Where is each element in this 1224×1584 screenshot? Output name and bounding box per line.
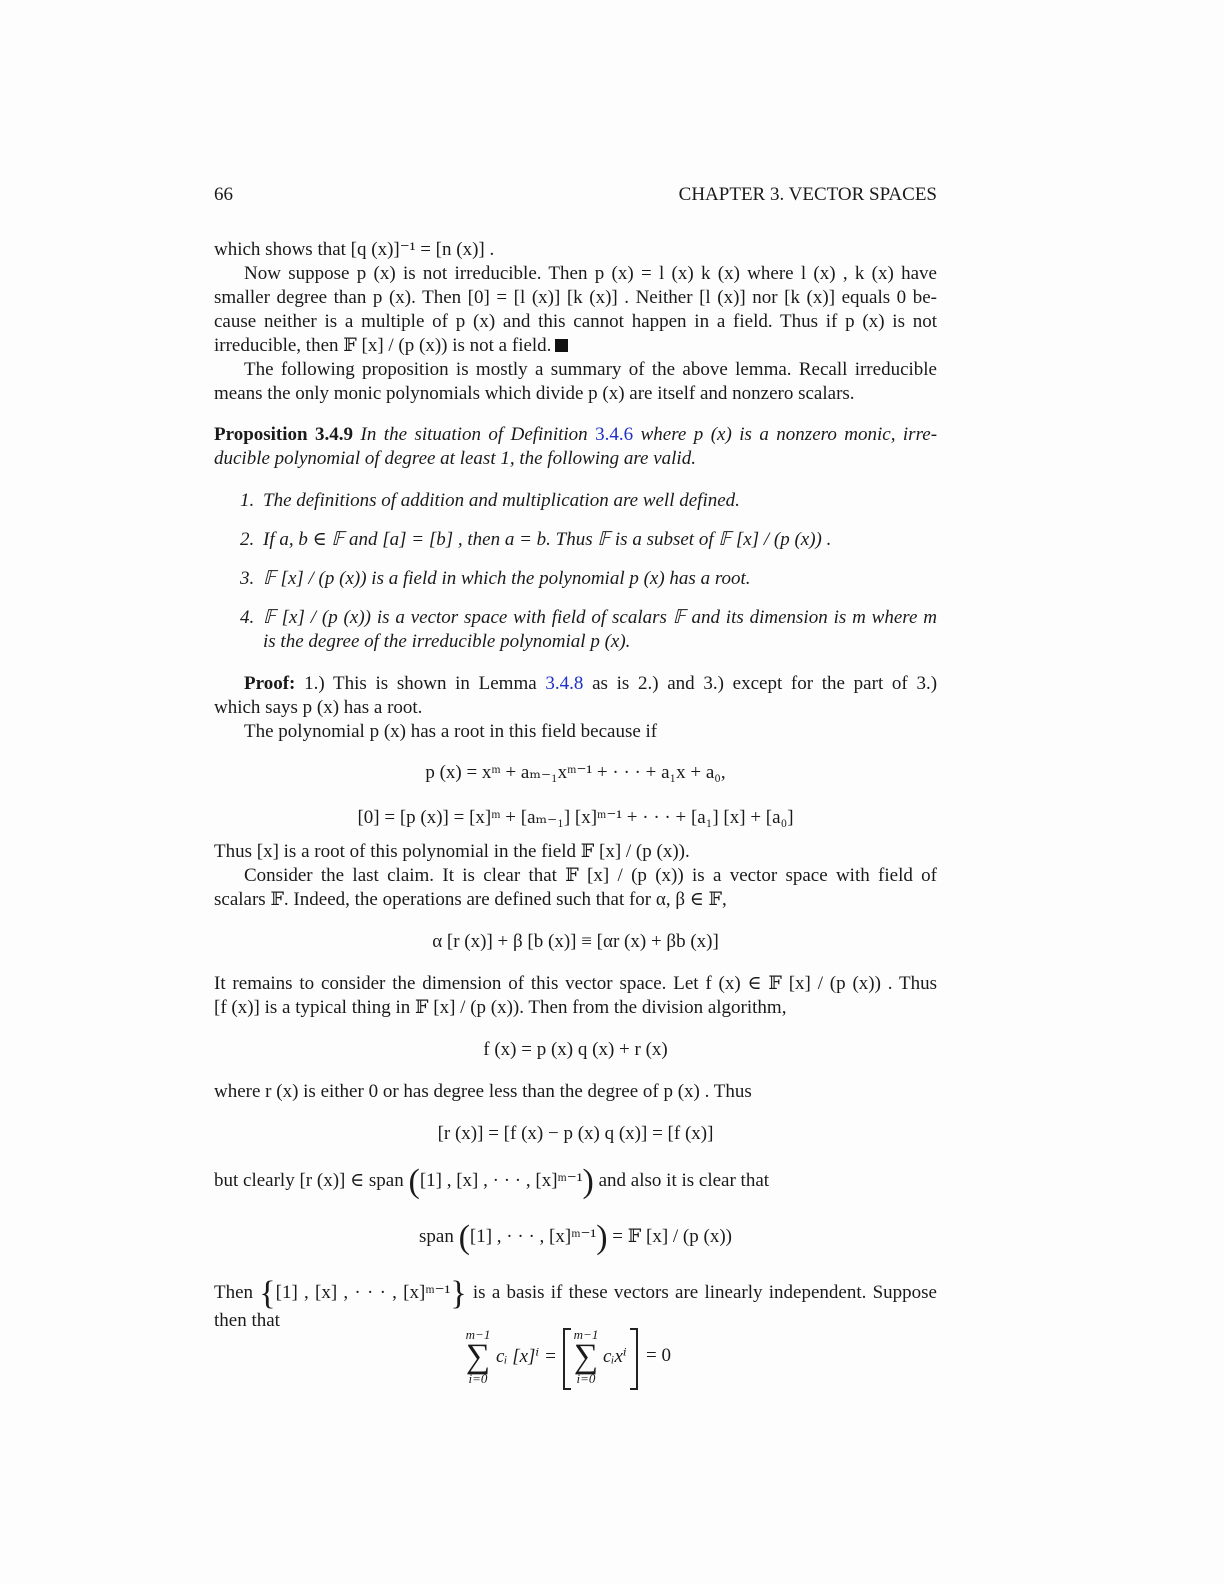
- list-item-label: 4.: [240, 607, 255, 628]
- list-item-text: If a, b ∈ 𝔽 and [a] = [b] , then a = b. Thus 𝔽 is a subset of 𝔽 [x] / (p (x)) .: [263, 529, 832, 550]
- sum-lower-limit: i=0: [468, 1371, 488, 1386]
- list-item-label: 3.: [240, 568, 255, 589]
- equation-6: [214, 1219, 937, 1256]
- equation-7: [460, 1328, 700, 1392]
- text-line-7: means the only monic polynomials which divide p (x) are itself and nonzero scalars.: [214, 383, 855, 404]
- proof-text-a: 1.) This is shown in Lemma: [304, 673, 537, 694]
- equation-6-span: span: [419, 1226, 454, 1247]
- sum-upper-limit: m−1: [573, 1327, 599, 1342]
- list-item-text-cont: is the degree of the irreducible polynomial p (x).: [263, 631, 631, 652]
- page-header: [214, 184, 937, 210]
- sum-1: [460, 1328, 496, 1386]
- qed-square-icon: [555, 339, 568, 352]
- sum-2-term: cᵢxⁱ: [603, 1346, 627, 1367]
- proof-line-4: Thus [x] is a root of this polynomial in the field 𝔽 [x] / (p (x)).: [214, 841, 690, 862]
- list-item-label: 2.: [240, 529, 255, 550]
- list-item-text: 𝔽 [x] / (p (x)) is a vector space with field of scalars 𝔽 and its dimension is m where m: [263, 607, 937, 628]
- text-line-1: which shows that [q (x)]⁻¹ = [n (x)] .: [214, 239, 495, 260]
- proof-line-9: where r (x) is either 0 or has degree less than the degree of p (x) . Thus: [214, 1081, 752, 1102]
- proof-text-10a: but clearly [r (x)] ∈ span: [214, 1170, 404, 1191]
- proof-line-3: The polynomial p (x) has a root in this field because if: [244, 721, 658, 742]
- proposition-label: Proposition 3.4.9: [214, 424, 354, 445]
- equation-1: p (x) = xᵐ + aₘ₋₁xᵐ⁻¹ + · · · + a₁x + a₀,: [425, 762, 726, 783]
- proof-label: Proof:: [244, 673, 296, 694]
- proposition-text-b: where p (x) is a nonzero monic, irre-: [640, 424, 938, 445]
- equation-3: α [r (x)] + β [b (x)] ≡ [αr (x) + βb (x)]: [432, 931, 719, 952]
- equation-2: [0] = [p (x)] = [x]ᵐ + [aₘ₋₁] [x]ᵐ⁻¹ + · · · + [a₁] [x] + [a₀]: [357, 807, 794, 828]
- proposition-text-a: In the situation of Definition: [360, 424, 588, 445]
- proof-text-10b: and also it is clear that: [598, 1170, 770, 1191]
- lemma-ref-link[interactable]: 3.4.8: [545, 673, 584, 694]
- brace-close: }: [450, 1275, 467, 1312]
- proposition-text-c: ducible polynomial of degree at least 1, the following are valid.: [214, 448, 696, 469]
- brace-open: {: [259, 1275, 276, 1312]
- text-line-5: [214, 334, 937, 358]
- list-item: [240, 606, 937, 654]
- paren-open: (: [458, 1219, 470, 1256]
- basis-set: [1] , [x] , · · · , [x]ᵐ⁻¹: [275, 1282, 451, 1303]
- equation-5: [r (x)] = [f (x) − p (x) q (x)] = [f (x)]: [437, 1123, 714, 1144]
- page-number: 66: [214, 184, 233, 205]
- chapter-title: CHAPTER 3. VECTOR SPACES: [678, 184, 937, 205]
- proof-line-7: It remains to consider the dimension of this vector space. Let f (x) ∈ 𝔽 [x] / (p (x)) . Thus: [214, 973, 937, 994]
- proof-line-2: which says p (x) has a root.: [214, 697, 423, 718]
- bracket-right: [630, 1328, 638, 1390]
- text-line-2: Now suppose p (x) is not irreducible. Then p (x) = l (x) k (x) where l (x) , k (x) have: [244, 263, 937, 284]
- paren-open: (: [408, 1163, 420, 1200]
- equation-6-args: [1] , · · · , [x]ᵐ⁻¹: [469, 1226, 597, 1247]
- text-line-5-text: irreducible, then 𝔽 [x] / (p (x)) is not a field.: [214, 335, 552, 356]
- list-item-label: 1.: [240, 490, 255, 511]
- sum-1-term: cᵢ [x]ⁱ =: [496, 1346, 557, 1367]
- proposition-heading: [214, 423, 937, 447]
- proof-text-b: as is 2.) and 3.) except for the part of 3.): [592, 673, 938, 694]
- proof-text-11b: is a basis if these vectors are linearly independent. Suppose: [472, 1282, 937, 1303]
- definition-ref-link[interactable]: 3.4.6: [595, 424, 634, 445]
- text-line-3: smaller degree than p (x). Then [0] = [l (x)] [k (x)] . Neither [l (x)] nor [k (x)] equals 0 be-: [214, 287, 937, 308]
- proof-line-5: Consider the last claim. It is clear that 𝔽 [x] / (p (x)) is a vector space with field of: [244, 865, 937, 886]
- list-item-text: 𝔽 [x] / (p (x)) is a field in which the polynomial p (x) has a root.: [263, 568, 751, 589]
- proof-line-12: then that: [214, 1310, 280, 1331]
- sigma-icon: ∑: [465, 1338, 491, 1375]
- paren-close: ): [582, 1163, 594, 1200]
- proof-line-8: [f (x)] is a typical thing in 𝔽 [x] / (p (x)). Then from the division algorithm,: [214, 997, 787, 1018]
- equation-6-rhs: = 𝔽 [x] / (p (x)): [612, 1226, 732, 1247]
- sum-rhs: = 0: [646, 1345, 671, 1366]
- sum-upper-limit: m−1: [465, 1327, 491, 1342]
- paren-close: ): [596, 1219, 608, 1256]
- span-args: [1] , [x] , · · · , [x]ᵐ⁻¹: [419, 1170, 583, 1191]
- proof-line-10: [214, 1163, 937, 1200]
- proof-text-11a: Then: [214, 1282, 254, 1303]
- text-line-4: cause neither is a multiple of p (x) and this cannot happen in a field. Thus if p (x) is not: [214, 311, 937, 332]
- proof-line-11: [214, 1275, 937, 1312]
- sum-lower-limit: i=0: [576, 1371, 596, 1386]
- sum-2: [568, 1328, 604, 1386]
- proof-line-6: scalars 𝔽. Indeed, the operations are defined such that for α, β ∈ 𝔽,: [214, 889, 727, 910]
- proof-line-1: [244, 672, 937, 696]
- sigma-icon: ∑: [573, 1338, 599, 1375]
- equation-4: f (x) = p (x) q (x) + r (x): [483, 1039, 668, 1060]
- text-line-6: The following proposition is mostly a summary of the above lemma. Recall irreducible: [244, 359, 937, 380]
- list-item-text: The definitions of addition and multiplication are well defined.: [263, 490, 740, 511]
